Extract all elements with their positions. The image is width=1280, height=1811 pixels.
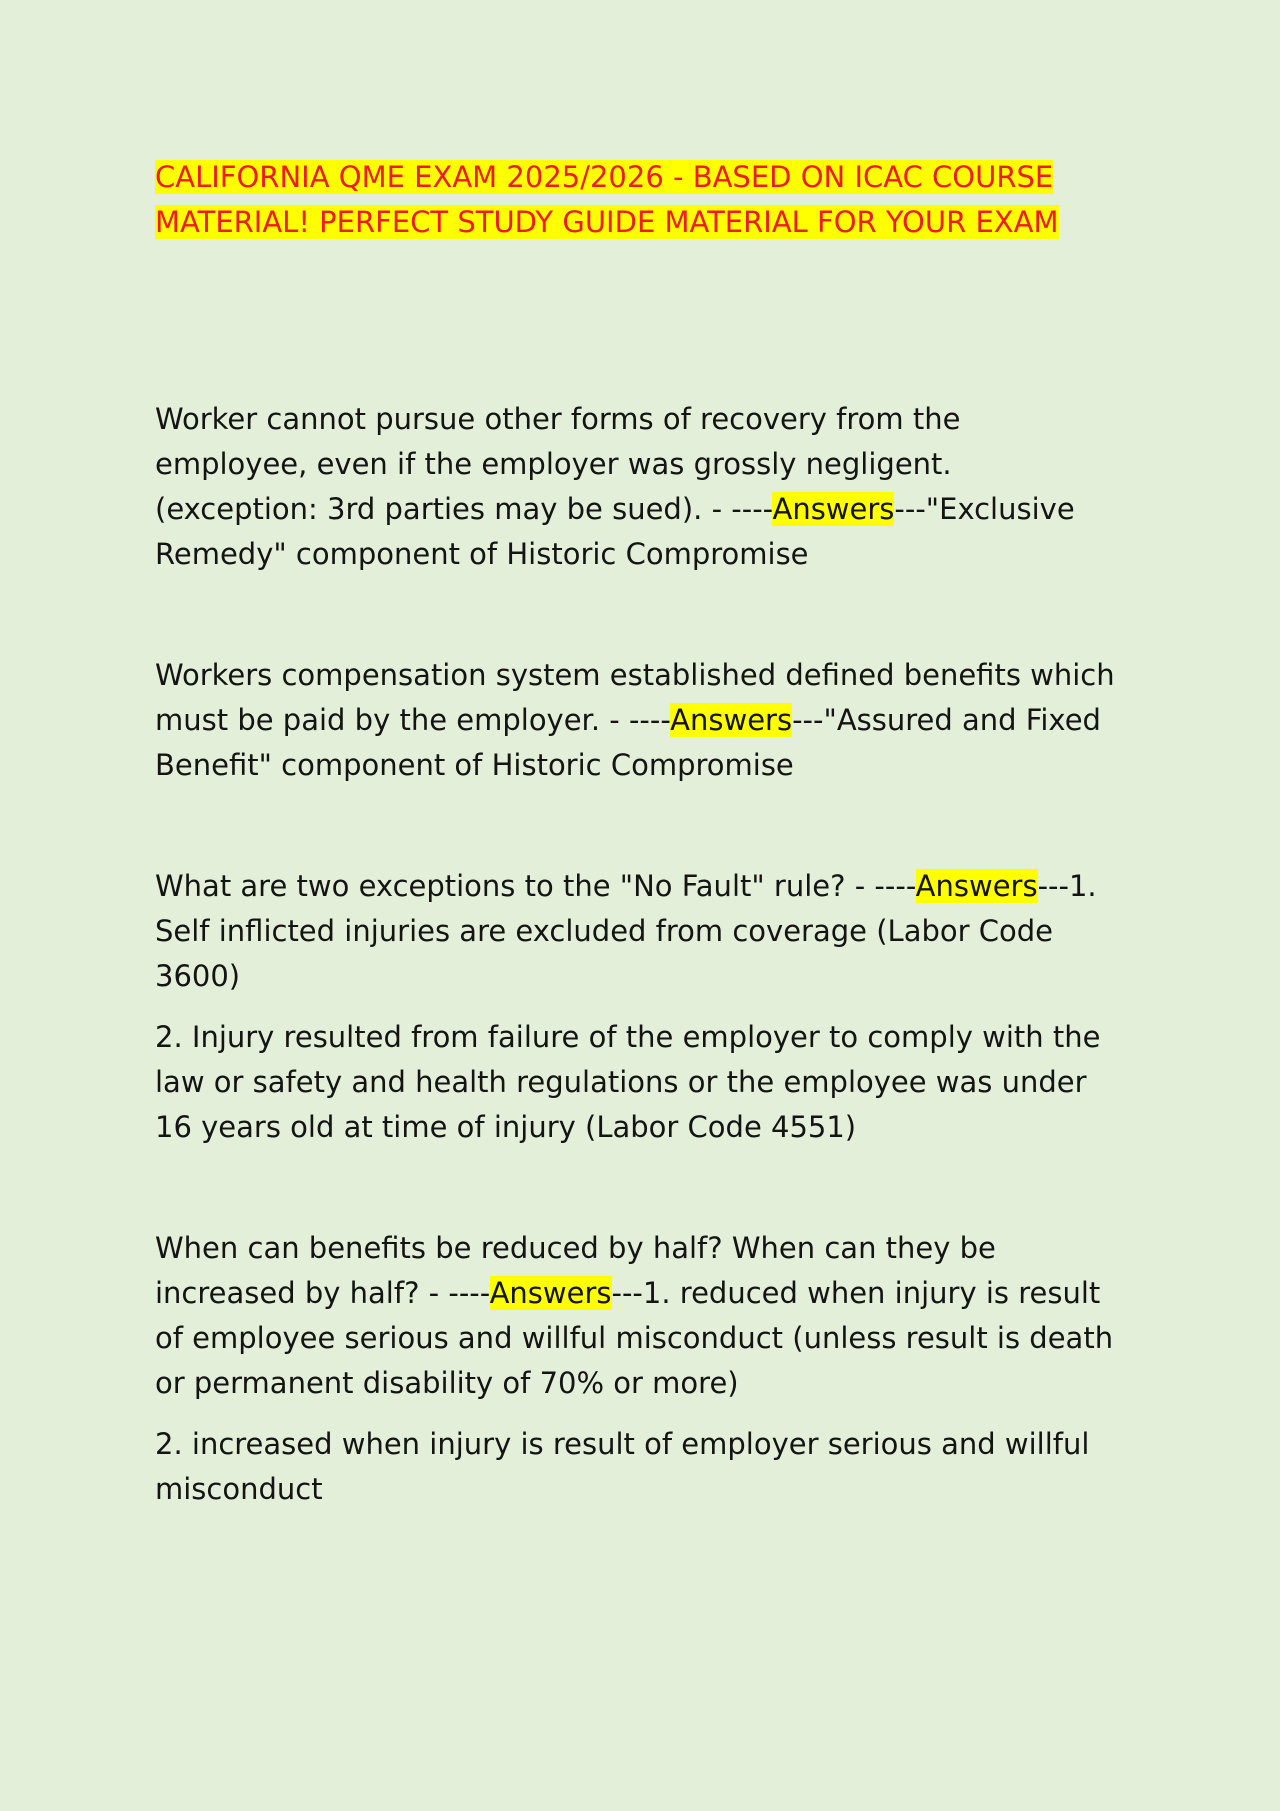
question-text: What are two exceptions to the "No Fault" rule? - ---- xyxy=(155,869,916,903)
answer-text: ---1. Self inflicted injuries are excluded from coverage (Labor Code 3600) xyxy=(155,869,1097,993)
qa-item xyxy=(155,864,1115,1150)
qa-paragraph xyxy=(155,397,1115,577)
answers-label: Answers xyxy=(489,1276,612,1310)
answers-label: Answers xyxy=(670,703,793,737)
title-text: CALIFORNIA QME EXAM 2025/2026 - BASED ON ICAC COURSE MATERIAL! PERFECT STUDY GUIDE MATERIAL FOR YOUR EXAM xyxy=(155,160,1059,239)
qa-paragraph xyxy=(155,653,1115,788)
document-title xyxy=(155,155,1130,245)
answers-label: Answers xyxy=(915,869,1038,903)
qa-paragraph xyxy=(155,864,1115,999)
answers-label: Answers xyxy=(772,492,895,526)
answer-text: ---"Exclusive Remedy" component of Historic Compromise xyxy=(155,492,1075,571)
question-text: Worker cannot pursue other forms of recovery from the employee, even if the employer was grossly negligent. (exception: 3rd parties may be sued). - ---- xyxy=(155,402,961,526)
qa-item xyxy=(155,653,1115,788)
answer-text: ---"Assured and Fixed Benefit" component of Historic Compromise xyxy=(155,703,1101,782)
qa-paragraph xyxy=(155,1226,1115,1406)
answer-continuation: 2. increased when injury is result of employer serious and willful misconduct xyxy=(155,1427,1090,1506)
qa-item xyxy=(155,397,1115,577)
question-text: Workers compensation system established defined benefits which must be paid by the employer. - ---- xyxy=(155,658,1115,737)
question-text: When can benefits be reduced by half? When can they be increased by half? - ---- xyxy=(155,1231,996,1310)
answer-continuation: 2. Injury resulted from failure of the employer to comply with the law or safety and health regulations or the employee was under 16 years old at time of injury (Labor Code 4551) xyxy=(155,1020,1101,1144)
qa-item xyxy=(155,1226,1115,1512)
answer-text: ---1. reduced when injury is result of employee serious and willful misconduct (unless result is death or permanent disability of 70% or more) xyxy=(155,1276,1114,1400)
